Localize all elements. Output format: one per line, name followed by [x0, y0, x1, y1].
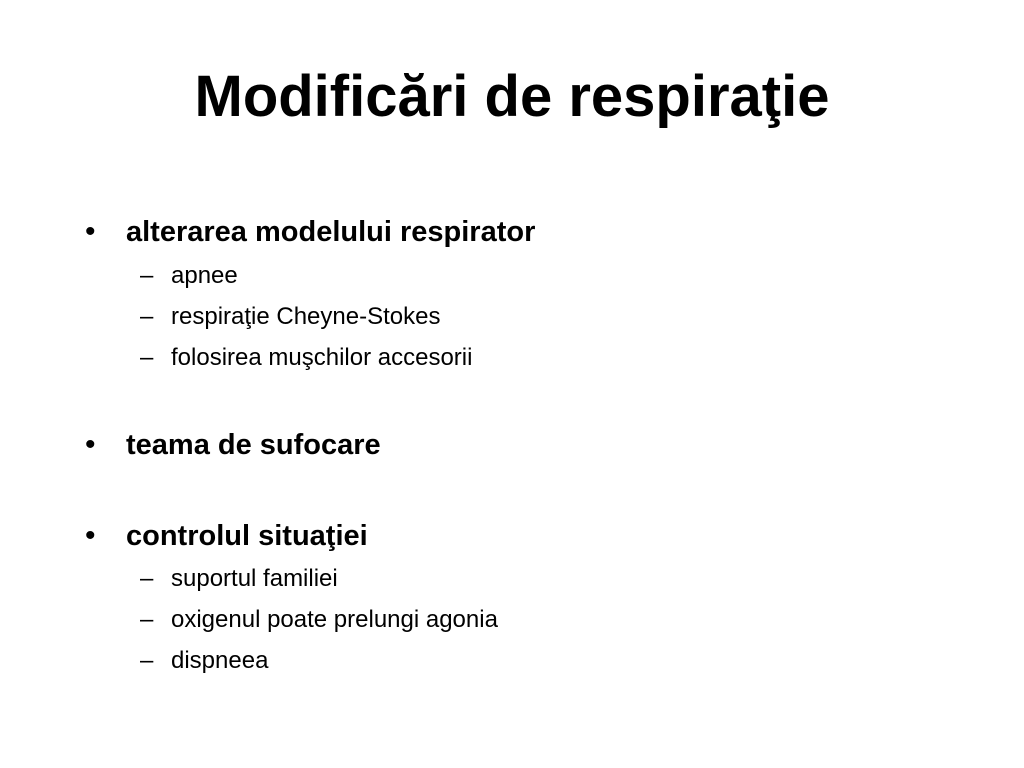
sub-text: folosirea muşchilor accesorii: [171, 344, 473, 371]
sub-item: [0, 564, 1024, 594]
bullet-marker: •: [85, 215, 96, 248]
bullet-text: controlul situaţiei: [126, 520, 368, 552]
sub-text: suportul familiei: [171, 565, 338, 592]
sub-item: [0, 605, 1024, 635]
sub-text: apnee: [171, 262, 238, 289]
sub-marker: –: [140, 565, 154, 592]
bullet-item: [0, 212, 1024, 252]
bullet-item: [0, 516, 1024, 556]
sub-item: [0, 343, 1024, 373]
sub-item: [0, 646, 1024, 676]
bullet-marker: •: [85, 519, 96, 552]
sub-text: dispneea: [171, 647, 269, 674]
sub-marker: –: [140, 262, 154, 289]
bullet-text: alterarea modelului respirator: [126, 216, 536, 248]
slide-title: Modificări de respiraţie: [194, 64, 830, 129]
sub-text: oxigenul poate prelungi agonia: [171, 606, 498, 633]
sub-item: [0, 302, 1024, 332]
sub-marker: –: [140, 344, 154, 371]
bullet-text: teama de sufocare: [126, 429, 381, 461]
sub-marker: –: [140, 647, 154, 674]
bullet-item: [0, 425, 1024, 465]
sub-marker: –: [140, 303, 154, 330]
sub-item: [0, 261, 1024, 291]
sub-marker: –: [140, 606, 154, 633]
bullet-marker: •: [85, 428, 96, 461]
sub-text: respiraţie Cheyne-Stokes: [171, 303, 441, 330]
